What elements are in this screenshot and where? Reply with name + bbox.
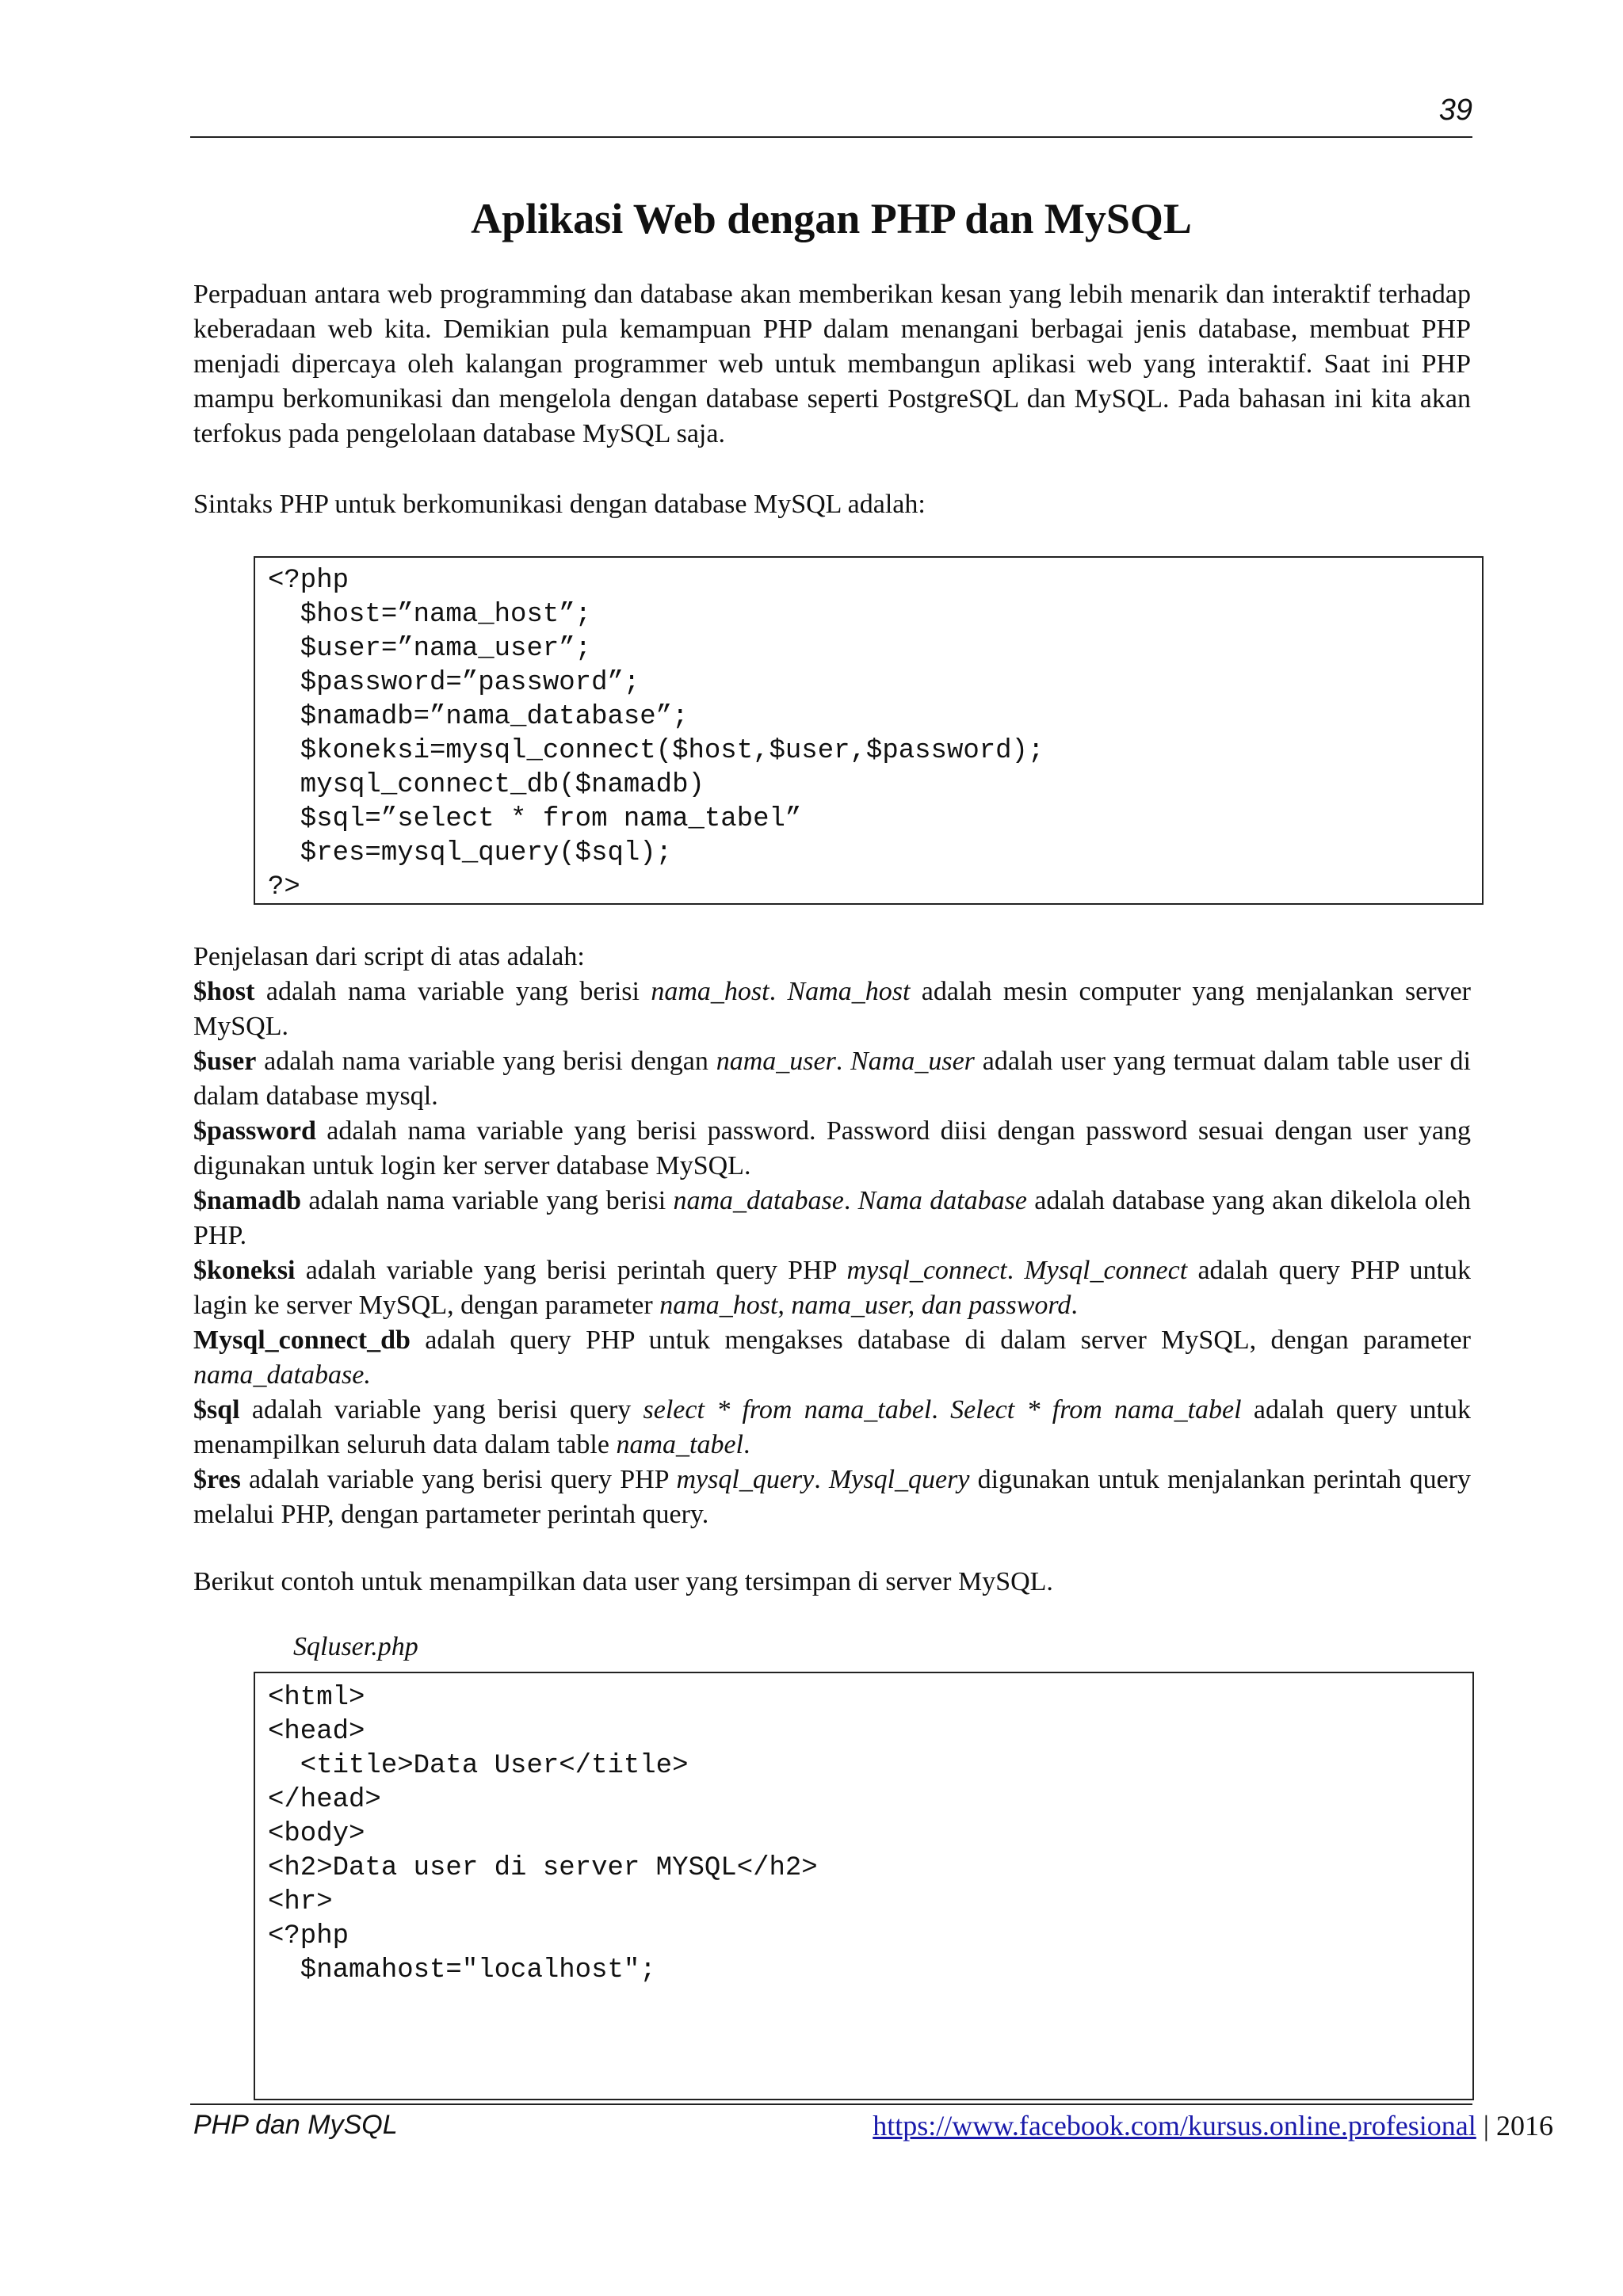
explanation-item <box>193 1253 1471 1323</box>
code-line: </head> <box>268 1785 381 1815</box>
explanation-term: $user <box>193 1047 257 1076</box>
explanation-italic-text: Nama_host <box>787 977 911 1006</box>
explanation-text: adalah query PHP untuk mengakses database di dalam server MySQL, dengan parameter <box>410 1325 1471 1355</box>
code-line: $password=”password”; <box>268 668 640 698</box>
explanation-item <box>193 1044 1471 1114</box>
explanation-italic-text: Select * from nama_tabel <box>950 1395 1242 1425</box>
explanation-term: $res <box>193 1465 241 1494</box>
code-line: <?php <box>268 566 349 596</box>
code-line: <title>Data User</title> <box>268 1751 689 1781</box>
explanation-term: $sql <box>193 1395 240 1425</box>
explanation-italic-text: Mysql_query <box>828 1465 970 1494</box>
code-line: <?php <box>268 1921 349 1951</box>
page-title: Aplikasi Web dengan PHP dan MySQL <box>471 195 1192 242</box>
code-line: $host=”nama_host”; <box>268 600 592 630</box>
explanation-text: . <box>1071 1291 1078 1320</box>
explanation-text: adalah variable yang berisi perintah query PHP <box>295 1256 847 1285</box>
explanation-text: adalah database yang akan dikelola oleh PHP. <box>193 1186 1472 1250</box>
explanation-text: adalah query untuk menampilkan seluruh data dalam table <box>193 1395 1471 1459</box>
explanation-text: adalah nama variable yang berisi <box>301 1186 674 1215</box>
code-block-example <box>254 1672 1474 2100</box>
footer-facebook-link[interactable]: https://www.facebook.com/kursus.online.profesional <box>873 2110 1476 2142</box>
page-number: 39 <box>1438 93 1472 127</box>
example-file-label: Sqluser.php <box>293 1632 418 1661</box>
code-line: <html> <box>268 1683 365 1713</box>
code-line: ?> <box>268 872 300 902</box>
explanation-text: adalah nama variable yang berisi dengan <box>256 1047 716 1076</box>
code-line: $koneksi=mysql_connect($host,$user,$password); <box>268 736 1044 766</box>
explanation-item <box>193 1463 1471 1532</box>
explanation-italic-text: mysql_connect <box>846 1256 1007 1285</box>
explanation-item <box>193 1184 1471 1253</box>
explanation-term: $password <box>193 1116 316 1146</box>
explanation-text: adalah variable yang berisi query <box>239 1395 643 1425</box>
footer-separator: | <box>1476 2110 1496 2142</box>
code-line: $res=mysql_query($sql); <box>268 838 673 868</box>
explanation-text: adalah nama variable yang berisi password. Password diisi dengan password sesuai dengan user yang digunakan untuk login ker server database MySQL. <box>193 1116 1471 1180</box>
code-line: <head> <box>268 1717 365 1747</box>
explanation-text: adalah nama variable yang berisi <box>254 977 651 1006</box>
explanation-item <box>193 1393 1471 1463</box>
explanation-italic-text: nama_tabel <box>616 1430 743 1459</box>
explanation-italic-text: nama_host <box>651 977 769 1006</box>
code-block-syntax <box>254 556 1484 905</box>
code-line: <body> <box>268 1819 365 1849</box>
explanation-term: $koneksi <box>193 1256 296 1285</box>
footer-book-title: PHP dan MySQL <box>193 2110 398 2140</box>
explanation-text: . <box>743 1430 750 1459</box>
explanation-item <box>193 1114 1471 1184</box>
code-line: $namahost="localhost"; <box>268 1955 656 1985</box>
explanation-italic-text: Nama_user <box>850 1047 975 1076</box>
explanation-text: . <box>931 1395 951 1425</box>
explanation-italic-text: mysql_query <box>676 1465 815 1494</box>
code-line: mysql_connect_db($namadb) <box>268 770 705 800</box>
example-intro-paragraph: Berikut contoh untuk menampilkan data user yang tersimpan di server MySQL. <box>193 1567 1053 1596</box>
explanation-item <box>193 974 1471 1044</box>
explanation-text: adalah user yang termuat dalam table user di dalam database mysql. <box>193 1047 1471 1111</box>
header-rule <box>190 136 1472 138</box>
explanation-italic-text: nama_database. <box>193 1360 371 1390</box>
explanation-text: . <box>843 1186 858 1215</box>
explanation-italic-text: nama_database <box>673 1186 844 1215</box>
explanation-text: . <box>769 977 788 1006</box>
explanation-text: . <box>835 1047 851 1076</box>
explanation-italic-text: select * from nama_tabel <box>643 1395 932 1425</box>
code-line: <h2>Data user di server MYSQL</h2> <box>268 1853 818 1883</box>
intro-paragraph: Perpaduan antara web programming dan database akan memberikan kesan yang lebih menarik dan interaktif terhadap keberadaan web kita. Demikian pula kemampuan PHP dalam menangani berbagai jenis database, membuat PHP menjadi dipercaya oleh kalangan programmer web untuk membangun aplikasi web yang interaktif. Saat ini PHP mampu berkomunikasi dan mengelola dengan database seperti PostgreSQL dan MySQL. Pada bahasan ini kita akan terfokus pada pengelolaan database MySQL saja. <box>193 280 1471 448</box>
footer-rule <box>190 2103 1472 2105</box>
explanation-text: . <box>814 1465 829 1494</box>
code-line: $user=”nama_user”; <box>268 634 592 664</box>
explanation-text: adalah variable yang berisi query PHP <box>240 1465 677 1494</box>
explanation-text: . <box>1006 1256 1025 1285</box>
explanation-italic-text: nama_user <box>716 1047 836 1076</box>
code-line: <hr> <box>268 1887 333 1917</box>
explanation-term: $namadb <box>193 1186 302 1215</box>
explanation-italic-text: Mysql_connect <box>1024 1256 1188 1285</box>
explanation-item <box>193 1323 1471 1393</box>
explanation-list <box>193 974 1471 1532</box>
footer-right <box>873 2109 1553 2142</box>
explanation-text: digunakan untuk menjalankan perintah query melalui PHP, dengan partameter perintah query. <box>193 1465 1472 1529</box>
code-line: $sql=”select * from nama_tabel” <box>268 804 802 834</box>
explanation-term: $host <box>193 977 255 1006</box>
footer-year: 2016 <box>1496 2110 1553 2142</box>
explanation-term: Mysql_connect_db <box>193 1325 411 1355</box>
explanation-text: adalah mesin computer yang menjalankan server MySQL. <box>193 977 1471 1041</box>
explanation-italic-text: nama_host, nama_user, dan password <box>659 1291 1071 1320</box>
explanation-heading: Penjelasan dari script di atas adalah: <box>193 942 585 971</box>
code-line: $namadb=”nama_database”; <box>268 702 689 732</box>
explanation-text: adalah query PHP untuk lagin ke server MySQL, dengan parameter <box>193 1256 1471 1320</box>
syntax-intro-paragraph: Sintaks PHP untuk berkomunikasi dengan database MySQL adalah: <box>193 490 926 519</box>
explanation-italic-text: Nama database <box>857 1186 1027 1215</box>
